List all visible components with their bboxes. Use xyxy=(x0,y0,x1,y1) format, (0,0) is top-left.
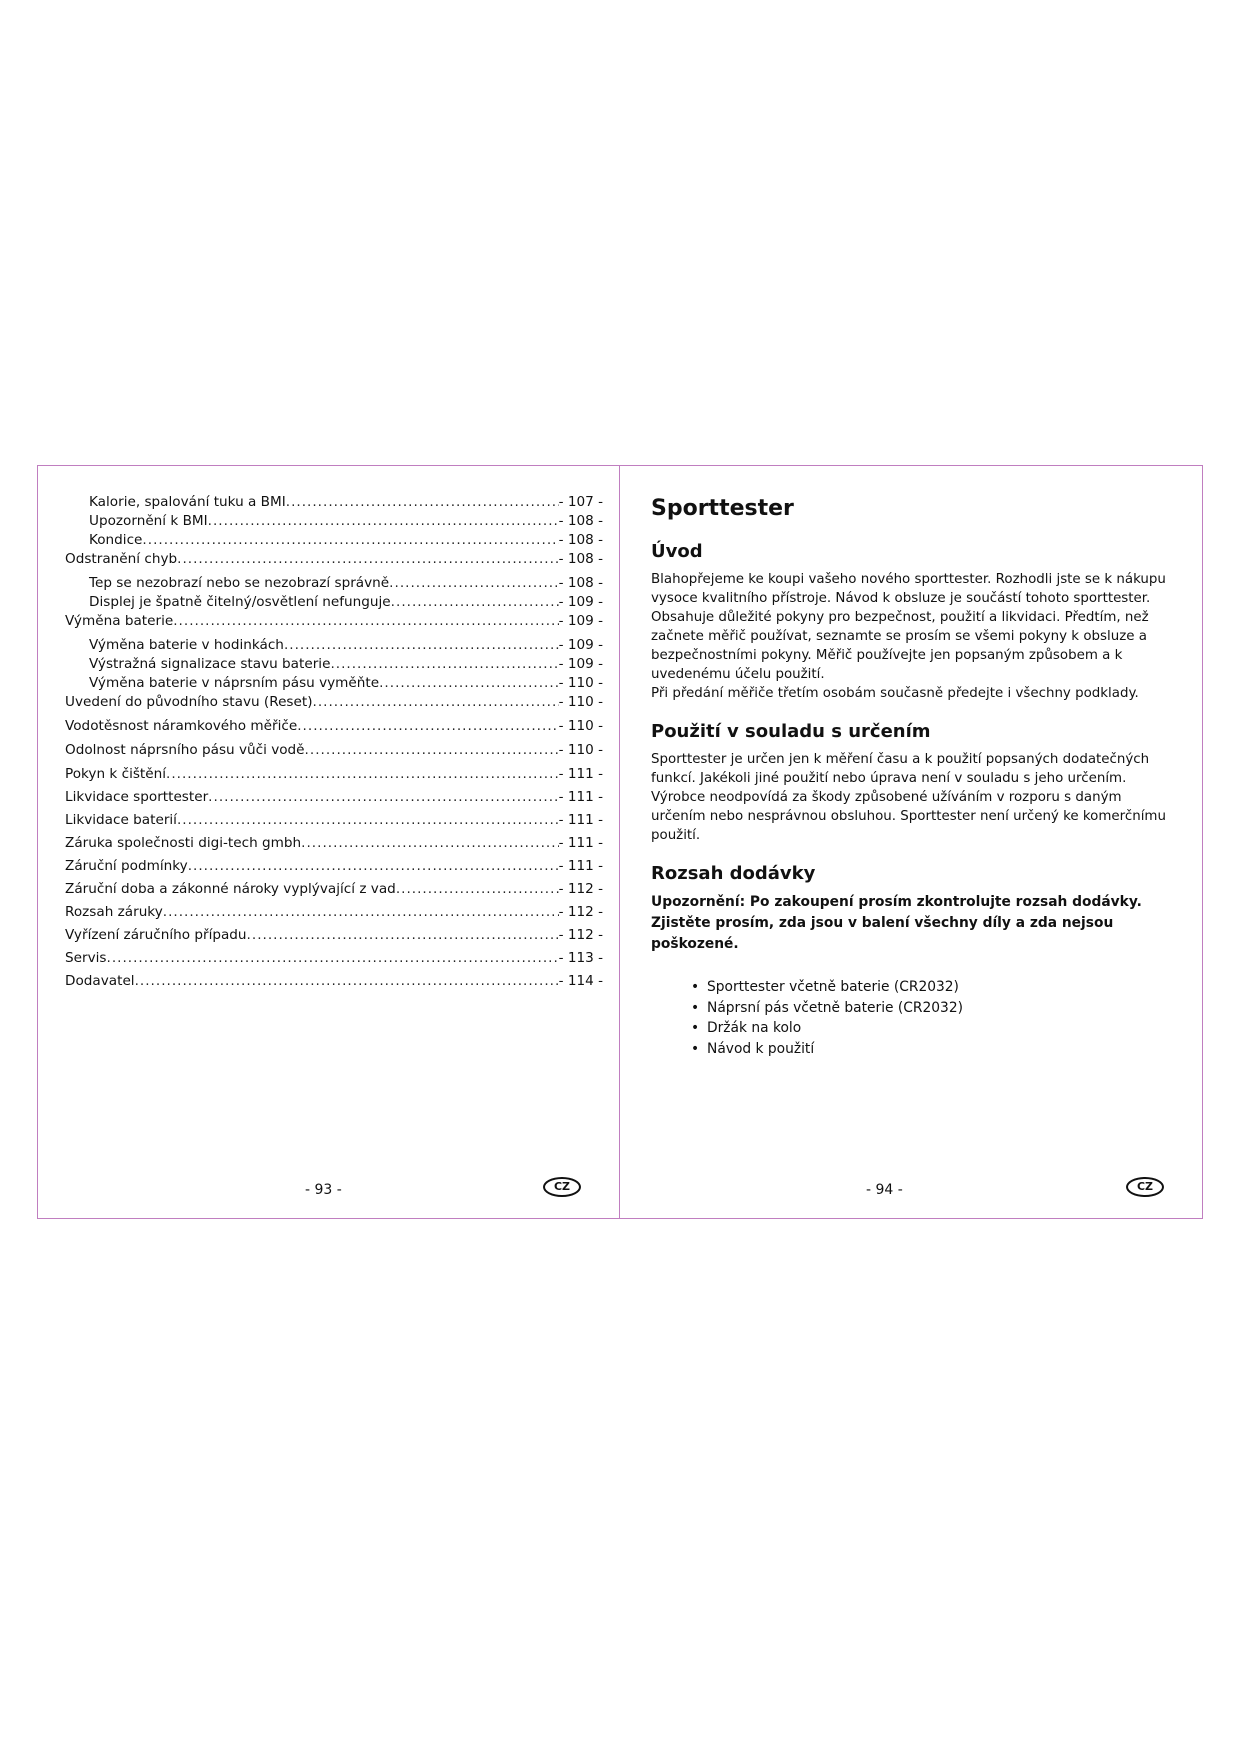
toc-entry-title: Likvidace sporttester xyxy=(65,789,209,805)
toc-entry-title: Výměna baterie xyxy=(65,613,174,629)
toc-entry-title: Kalorie, spalování tuku a BMI xyxy=(89,494,286,510)
toc-entry-title: Servis xyxy=(65,950,107,966)
toc-leader-dots xyxy=(163,904,559,920)
toc-entry-title: Dodavatel xyxy=(65,973,135,989)
delivery-section xyxy=(651,863,1176,1059)
toc-leader-dots xyxy=(208,513,559,529)
toc-leader-dots xyxy=(173,613,558,629)
toc-entry-page: - 109 - xyxy=(558,637,603,653)
toc-entry-page: - 111 - xyxy=(558,812,603,828)
toc-entry-page: - 112 - xyxy=(558,904,603,920)
table-of-contents xyxy=(65,494,603,996)
toc-entry-page: - 107 - xyxy=(558,494,603,510)
toc-leader-dots xyxy=(391,594,559,610)
toc-leader-dots xyxy=(305,742,559,758)
intro-heading: Úvod xyxy=(651,541,703,562)
toc-entry-page: - 111 - xyxy=(558,766,603,782)
page-number-left: - 93 - xyxy=(305,1182,342,1198)
toc-entry[interactable] xyxy=(65,812,603,835)
toc-entry-title: Tep se nezobrazí nebo se nezobrazí správně xyxy=(89,575,390,591)
toc-entry-page: - 110 - xyxy=(558,742,603,758)
cz-language-badge-icon: CZ xyxy=(1126,1177,1164,1197)
toc-entry[interactable] xyxy=(65,973,603,996)
toc-entry-page: - 109 - xyxy=(558,613,603,629)
toc-entry-page: - 114 - xyxy=(558,973,603,989)
toc-entry-title: Displej je špatně čitelný/osvětlení nefunguje xyxy=(89,594,391,610)
toc-entry[interactable] xyxy=(65,766,603,789)
toc-entry-title: Likvidace baterií xyxy=(65,812,177,828)
toc-entry-title: Záruka společnosti digi-tech gmbh xyxy=(65,835,302,851)
toc-entry[interactable] xyxy=(65,613,603,637)
toc-entry-page: - 109 - xyxy=(558,594,603,610)
toc-entry[interactable] xyxy=(65,637,603,656)
toc-entry-title: Rozsah záruky xyxy=(65,904,163,920)
toc-entry[interactable] xyxy=(65,950,603,973)
toc-leader-dots xyxy=(177,812,559,828)
toc-entry-page: - 111 - xyxy=(558,858,603,874)
intro-section xyxy=(651,541,1176,703)
toc-entry[interactable] xyxy=(65,881,603,904)
toc-entry-title: Vyřízení záručního případu xyxy=(65,927,247,943)
toc-leader-dots xyxy=(313,694,559,710)
toc-entry-page: - 111 - xyxy=(558,835,603,851)
delivery-notice: Upozornění: Po zakoupení prosím zkontrolujte rozsah dodávky. Zjistěte prosím, zda jsou v balení všechny díly a zda nejsou poškozené. xyxy=(651,894,1142,952)
toc-entry-page: - 108 - xyxy=(558,575,603,591)
toc-entry[interactable] xyxy=(65,858,603,881)
toc-entry-page: - 108 - xyxy=(558,532,603,548)
toc-leader-dots xyxy=(297,718,558,734)
usage-heading: Použití v souladu s určením xyxy=(651,721,931,742)
toc-entry-page: - 112 - xyxy=(558,927,603,943)
list-item: • Držák na kolo xyxy=(691,1018,1176,1039)
toc-leader-dots xyxy=(142,532,558,548)
right-page xyxy=(621,466,1202,1218)
toc-leader-dots xyxy=(188,858,559,874)
toc-entry-title: Odolnost náprsního pásu vůči vodě xyxy=(65,742,305,758)
toc-entry-title: Záruční doba a zákonné nároky vyplývající z vad xyxy=(65,881,396,897)
toc-entry[interactable] xyxy=(65,835,603,858)
toc-entry-title: Výměna baterie v hodinkách xyxy=(89,637,284,653)
page-divider xyxy=(619,466,620,1218)
toc-entry-page: - 108 - xyxy=(558,551,603,567)
delivery-heading: Rozsah dodávky xyxy=(651,863,816,884)
toc-entry[interactable] xyxy=(65,532,603,551)
toc-leader-dots xyxy=(301,835,558,851)
usage-text: Sporttester je určen jen k měření času a k použití popsaných dodatečných funkcí. Jakékoli jiné použití nebo úprava není v souladu s jeho určením. Výrobce neodpovídá za škody způsobené užíváním v rozporu s daným určením nebo nesprávnou obsluhou. Sporttester není určený ke komerčnímu použití. xyxy=(651,752,1166,843)
list-item: • Náprsní pás včetně baterie (CR2032) xyxy=(691,998,1176,1019)
toc-entry-title: Vodotěsnost náramkového měřiče xyxy=(65,718,298,734)
toc-leader-dots xyxy=(247,927,559,943)
list-item: • Návod k použití xyxy=(691,1039,1176,1060)
toc-entry-title: Výstražná signalizace stavu baterie xyxy=(89,656,331,672)
toc-entry[interactable] xyxy=(65,904,603,927)
toc-entry-page: - 113 - xyxy=(558,950,603,966)
toc-leader-dots xyxy=(177,551,558,567)
toc-leader-dots xyxy=(135,973,559,989)
intro-text-2: Při předání měřiče třetím osobám současně předejte i všechny podklady. xyxy=(651,686,1139,701)
usage-section xyxy=(651,721,1176,845)
toc-entry[interactable] xyxy=(65,575,603,594)
list-item: • Sporttester včetně baterie (CR2032) xyxy=(691,977,1176,998)
toc-entry-page: - 112 - xyxy=(558,881,603,897)
toc-entry[interactable] xyxy=(65,718,603,742)
toc-entry-title: Odstranění chyb xyxy=(65,551,178,567)
toc-entry-page: - 110 - xyxy=(558,694,603,710)
cz-language-badge-icon: CZ xyxy=(543,1177,581,1197)
toc-entry-title: Upozornění k BMI xyxy=(89,513,208,529)
toc-entry-title: Záruční podmínky xyxy=(65,858,188,874)
toc-entry[interactable] xyxy=(65,513,603,532)
delivery-list xyxy=(691,977,1176,1059)
toc-entry-title: Výměna baterie v náprsním pásu vyměňte xyxy=(89,675,380,691)
toc-entry-page: - 108 - xyxy=(558,513,603,529)
toc-entry-page: - 110 - xyxy=(558,718,603,734)
toc-entry-title: Uvedení do původního stavu (Reset) xyxy=(65,694,313,710)
toc-entry-page: - 110 - xyxy=(558,675,603,691)
toc-entry[interactable] xyxy=(65,789,603,812)
toc-entry[interactable] xyxy=(65,742,603,766)
document-title: Sporttester xyxy=(651,496,794,521)
left-page xyxy=(38,466,619,1218)
manual-spread xyxy=(37,465,1203,1219)
toc-leader-dots xyxy=(166,766,559,782)
toc-leader-dots xyxy=(107,950,559,966)
toc-leader-dots xyxy=(284,637,559,653)
toc-leader-dots xyxy=(379,675,558,691)
toc-leader-dots xyxy=(208,789,558,805)
page-number-right: - 94 - xyxy=(866,1182,903,1198)
toc-entry[interactable] xyxy=(65,694,603,718)
toc-entry-title: Kondice xyxy=(89,532,143,548)
toc-entry-page: - 109 - xyxy=(558,656,603,672)
toc-entry[interactable] xyxy=(65,551,603,575)
toc-entry-title: Pokyn k čištění xyxy=(65,766,167,782)
toc-leader-dots xyxy=(396,881,559,897)
toc-entry[interactable] xyxy=(65,675,603,694)
toc-entry-page: - 111 - xyxy=(558,789,603,805)
toc-entry[interactable] xyxy=(65,656,603,675)
toc-entry[interactable] xyxy=(65,494,603,513)
intro-text: Blahopřejeme ke koupi vašeho nového sporttester. Rozhodli jste se k nákupu vysoce kvalitního přístroje. Návod k obsluze je součástí tohoto sporttester. Obsahuje důležité pokyny pro bezpečnost, použití a likvidaci. Předtím, než začnete měřič používat, seznamte se prosím se všemi pokyny k obsluze a bezpečnostními pokyny. Měřič používejte jen popsaným způsobem a k uvedenému účelu použití. xyxy=(651,572,1166,682)
toc-entry[interactable] xyxy=(65,594,603,613)
toc-leader-dots xyxy=(389,575,558,591)
toc-leader-dots xyxy=(330,656,558,672)
toc-leader-dots xyxy=(286,494,559,510)
right-page-content xyxy=(651,496,1176,1077)
toc-entry[interactable] xyxy=(65,927,603,950)
